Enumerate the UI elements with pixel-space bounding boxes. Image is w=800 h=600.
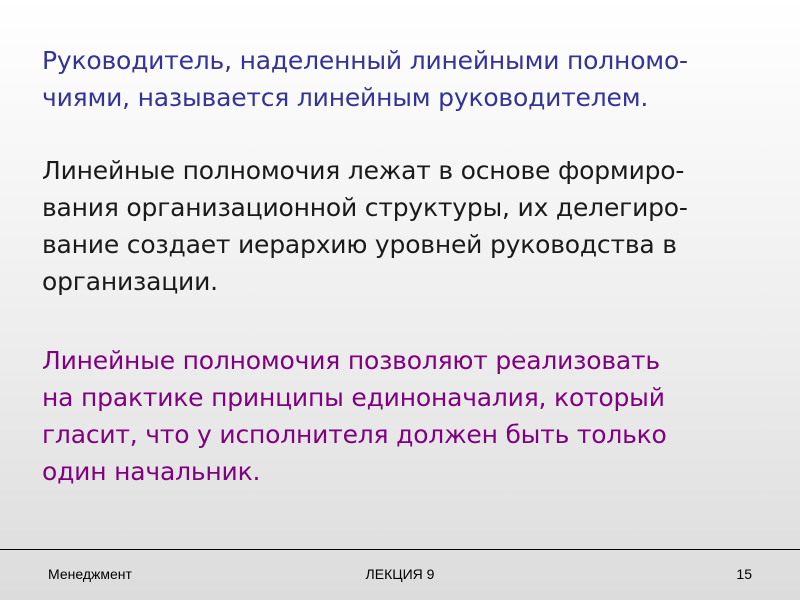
paragraph1-line-1: Руководитель, наделенный линейными полномо- [42,46,688,75]
footer-divider [0,549,800,550]
paragraph3-line-3: гласит, что у исполнителя должен быть только [42,420,667,449]
paragraph3-line-1: Линейные полномочия позволяют реализовать [42,346,660,375]
paragraph-unity-of-command [42,342,667,490]
paragraph-linear-authority-structure [42,152,688,300]
paragraph3-line-2: на практике принципы единоначалия, который [42,383,665,412]
paragraph-linear-manager-definition [42,42,688,116]
paragraph2-line-4: организации. [42,267,218,296]
paragraph2-line-2: вания организационной структуры, их делегиро- [42,193,688,222]
footer-course-title: Менеджмент [48,566,132,582]
footer-lecture-label: ЛЕКЦИЯ 9 [365,566,435,582]
footer-page-number: 15 [736,566,752,582]
paragraph1-line-2: чиями, называется линейным руководителем. [42,83,649,112]
paragraph3-line-4: один начальник. [42,457,261,486]
paragraph2-line-1: Линейные полномочия лежат в основе формиро- [42,156,685,185]
paragraph2-line-3: вание создает иерархию уровней руководства в [42,230,677,259]
